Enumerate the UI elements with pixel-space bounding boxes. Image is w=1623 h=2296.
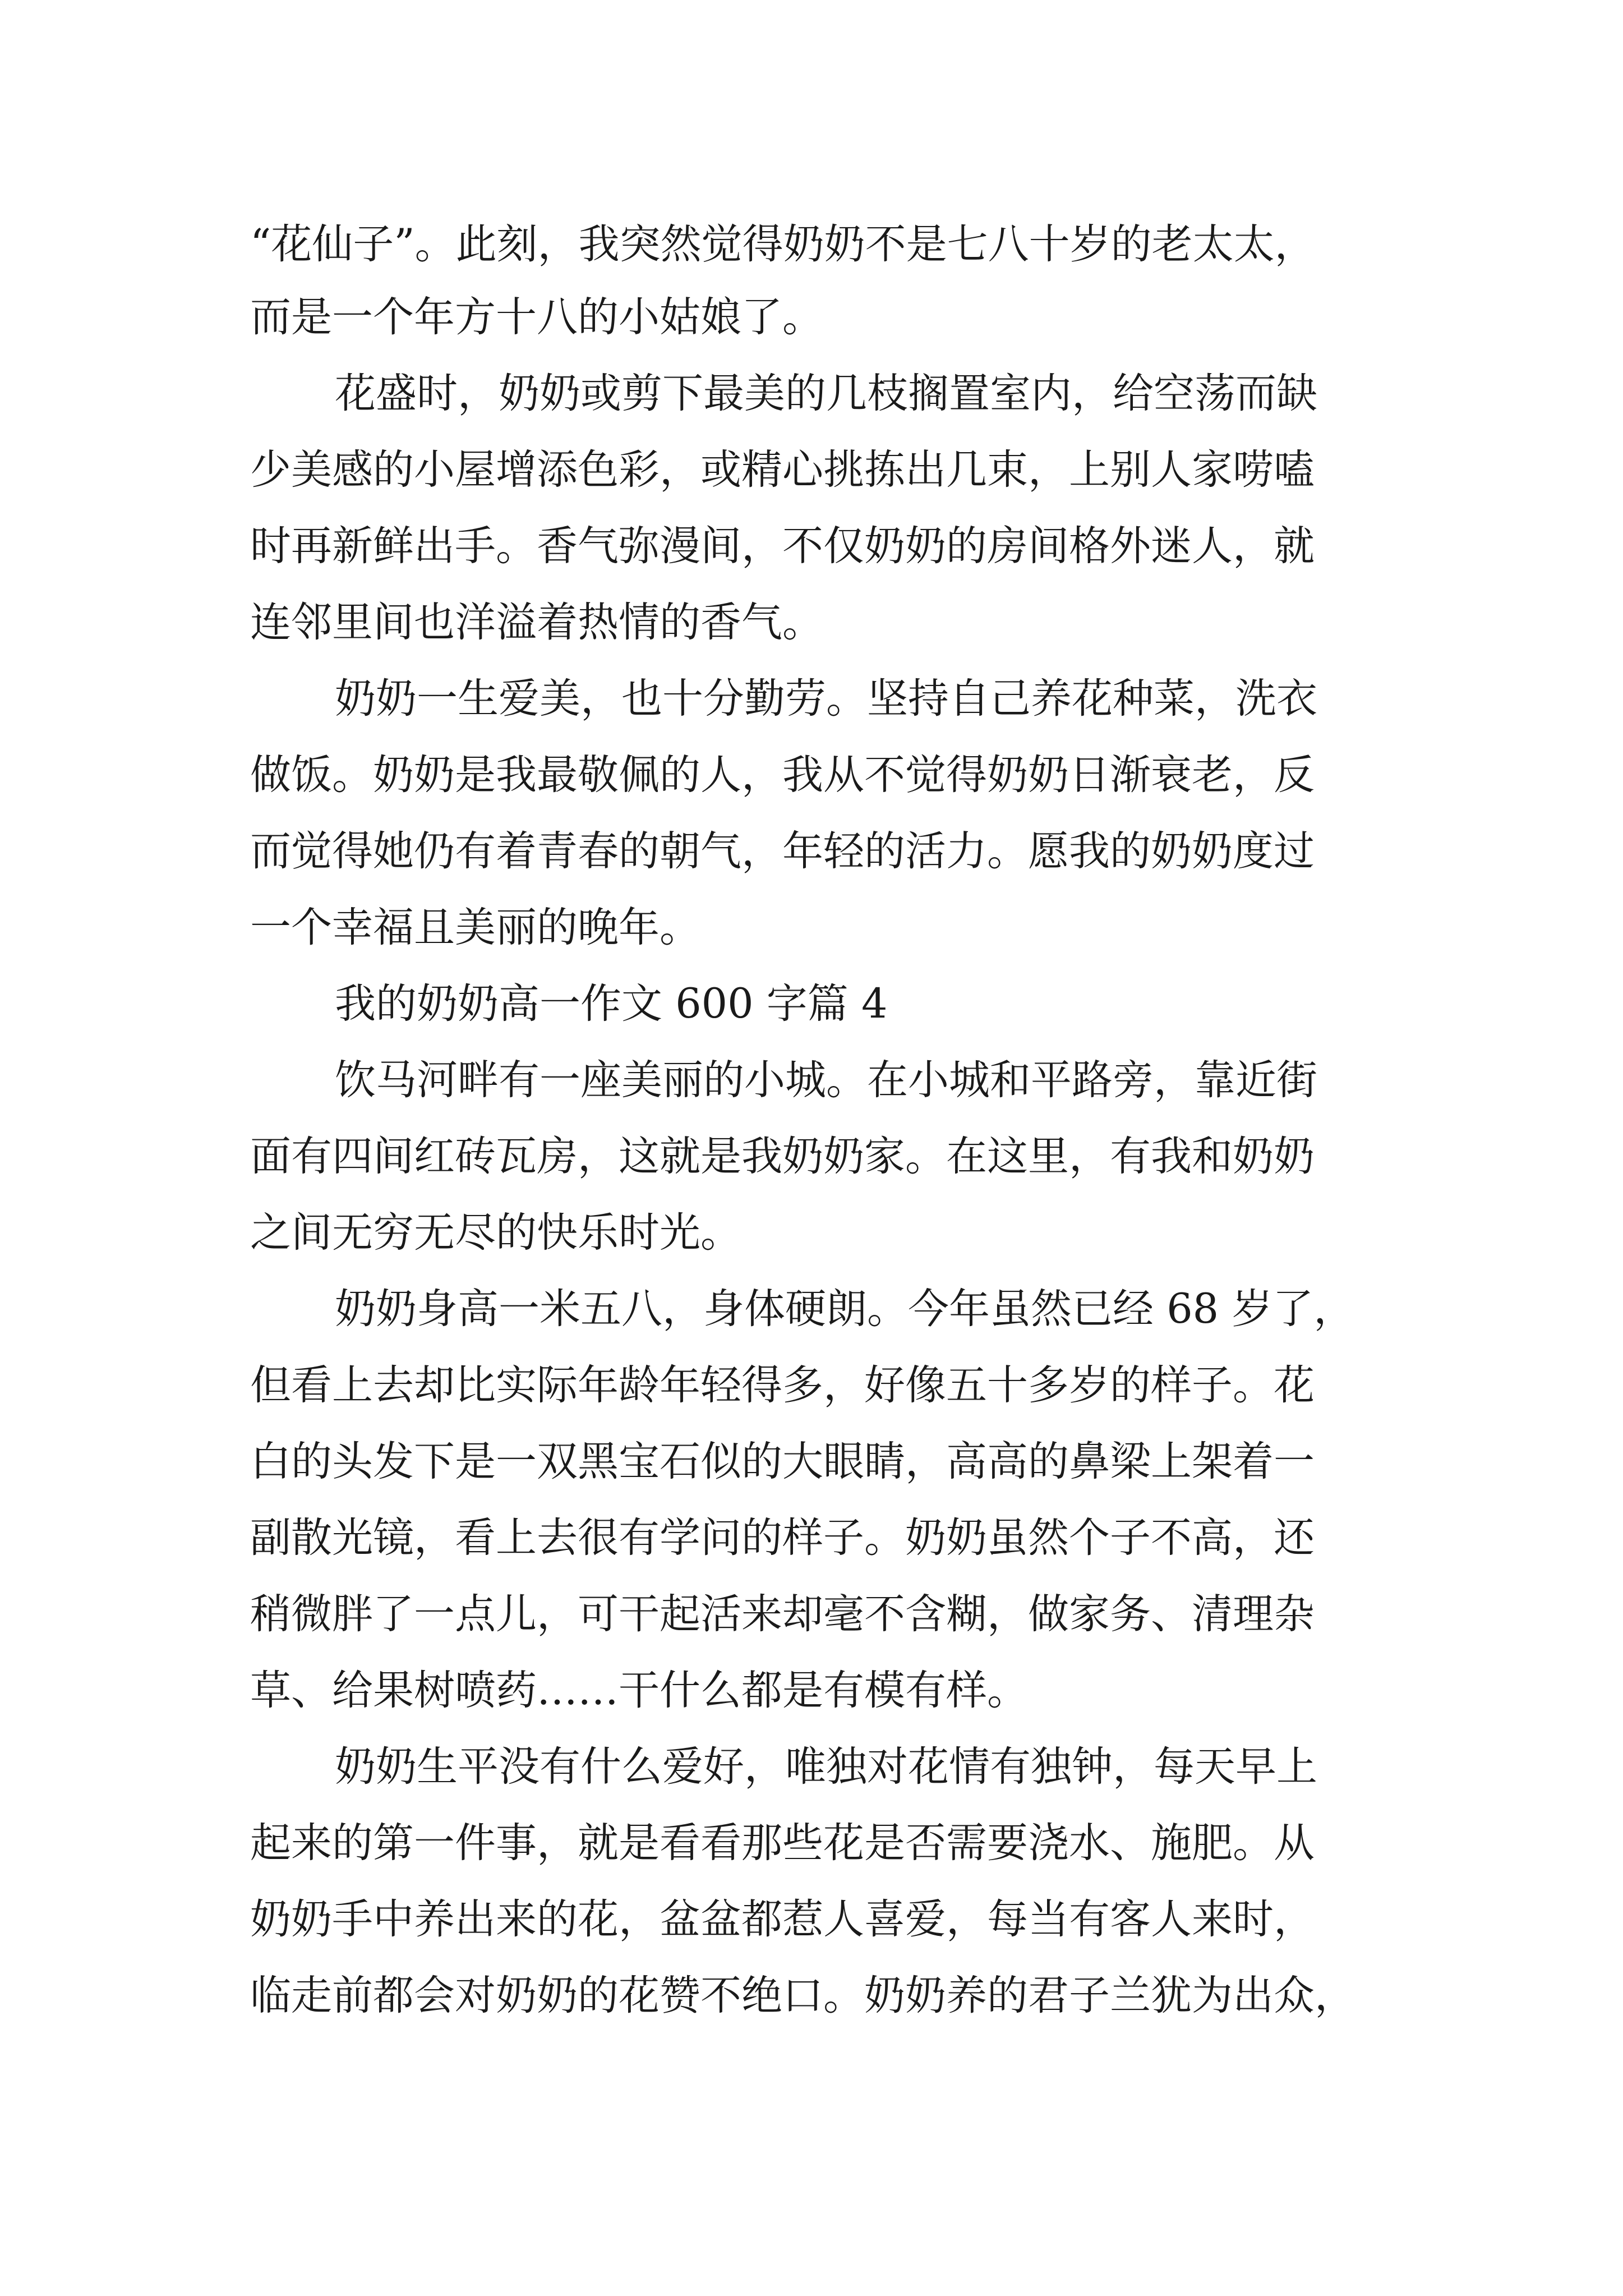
text-line: 而是一个年方十八的小姑娘了。 [250, 293, 823, 341]
text-line: 奶奶生平没有什么爱好，唯独对花情有独钟，每天早上 [335, 1743, 1317, 1791]
text-line: “花仙子”。此刻，我突然觉得奶奶不是七八十岁的老太太， [250, 220, 1316, 268]
text-line: 花盛时，奶奶或剪下最美的几枝搁置室内，给空荡而缺 [335, 370, 1317, 417]
text-line: 奶奶一生爱美，也十分勤劳。坚持自己养花种菜，洗衣 [335, 675, 1317, 723]
text-line: 少美感的小屋增添色彩，或精心挑拣出几束，上别人家唠嗑 [250, 446, 1315, 494]
text-line: 起来的第一件事，就是看看那些花是否需要浇水、施肥。从 [250, 1819, 1315, 1867]
text-line: 副散光镜，看上去很有学问的样子。奶奶虽然个子不高，还 [250, 1514, 1315, 1562]
text-line: 草、给果树喷药……干什么都是有模有样。 [250, 1667, 1028, 1714]
text-line: 但看上去却比实际年龄年轻得多，好像五十多岁的样子。花 [250, 1361, 1315, 1409]
text-line: 临走前都会对奶奶的花赞不绝口。奶奶养的君子兰犹为出众， [250, 1972, 1355, 2019]
text-line: 一个幸福且美丽的晚年。 [250, 904, 700, 951]
text-line: 面有四间红砖瓦房，这就是我奶奶家。在这里，有我和奶奶 [250, 1133, 1315, 1180]
text-line: 之间无穷无尽的快乐时光。 [250, 1209, 741, 1257]
text-line: 稍微胖了一点儿，可干起活来却毫不含糊，做家务、清理杂 [250, 1590, 1315, 1638]
text-line: 奶奶手中养出来的花，盆盆都惹人喜爱，每当有客人来时， [250, 1895, 1315, 1943]
text-line: 饮马河畔有一座美丽的小城。在小城和平路旁，靠近街 [335, 1056, 1317, 1104]
text-line: 连邻里间也洋溢着热情的香气。 [250, 599, 823, 646]
text-line: 奶奶身高一米五八，身体硬朗。今年虽然已经 68 岁了， [335, 1285, 1355, 1333]
heading-line: 我的奶奶高一作文 600 字篇 4 [335, 980, 888, 1028]
text-line: 白的头发下是一双黑宝石似的大眼睛，高高的鼻梁上架着一 [250, 1438, 1315, 1485]
text-line: 时再新鲜出手。香气弥漫间，不仅奶奶的房间格外迷人，就 [250, 522, 1315, 570]
text-line: 做饭。奶奶是我最敬佩的人，我从不觉得奶奶日渐衰老，反 [250, 751, 1315, 799]
text-line: 而觉得她仍有着青春的朝气，年轻的活力。愿我的奶奶度过 [250, 827, 1315, 875]
